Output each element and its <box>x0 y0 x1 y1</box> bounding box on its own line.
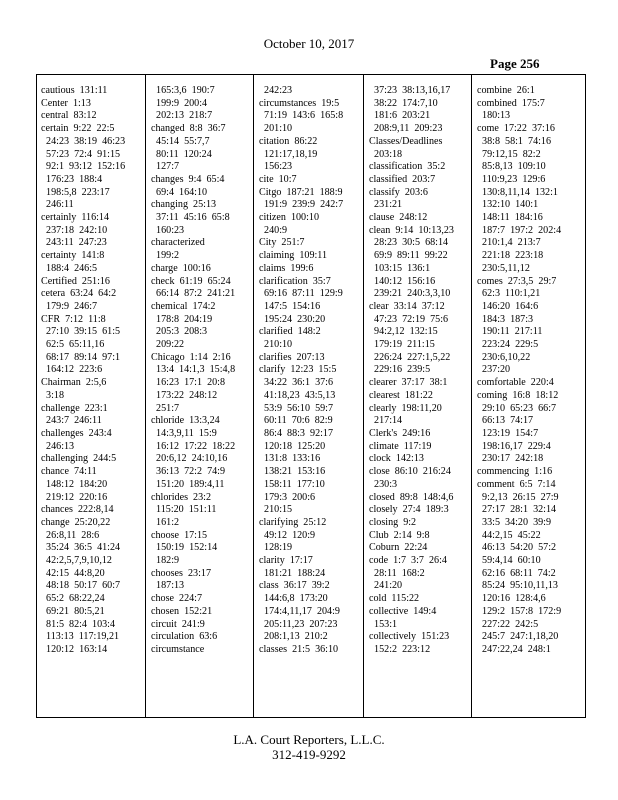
index-entry: 187:13 <box>151 580 185 592</box>
index-entry: 146:20 164:6 <box>477 300 539 312</box>
index-table <box>36 74 586 718</box>
index-entry: 184:3 187:3 <box>477 313 534 325</box>
index-entry: code 1:7 3:7 26:4 <box>369 555 447 567</box>
index-entry: 243:11 247:23 <box>41 237 107 249</box>
index-entry: 205:3 208:3 <box>151 326 208 338</box>
index-entry: 208:9,11 209:23 <box>369 123 443 135</box>
index-entry: 164:12 223:6 <box>41 364 103 376</box>
index-entry: collectively 151:23 <box>369 631 450 643</box>
index-entry: 191:9 239:9 242:7 <box>259 199 344 211</box>
index-entry: chooses 23:17 <box>151 567 211 579</box>
index-entry: cold 115:22 <box>369 593 420 605</box>
index-entry: 237:18 242:10 <box>41 224 108 236</box>
index-entry: 161:2 <box>151 516 180 528</box>
header-date: October 10, 2017 <box>263 36 355 51</box>
index-entry: 57:23 72:4 91:15 <box>41 148 121 160</box>
index-entry: 38:22 174:7,10 <box>369 97 438 109</box>
index-entry: comes 27:3,5 29:7 <box>477 275 557 287</box>
index-entry: clarify 12:23 15:5 <box>259 364 337 376</box>
index-entry: 199:9 200:4 <box>151 97 208 109</box>
index-entry: 188:4 246:5 <box>41 262 98 274</box>
index-entry: 132:10 140:1 <box>477 199 539 211</box>
index-entry: collective 149:4 <box>369 605 437 617</box>
index-entry: chemical 174:2 <box>151 300 216 312</box>
index-entry: clarifying 25:12 <box>259 516 327 528</box>
index-entry: 208:1,13 210:2 <box>259 631 328 643</box>
index-entry: 227:22 242:5 <box>477 618 539 630</box>
index-entry: 176:23 188:4 <box>41 173 103 185</box>
index-entry: 179:9 246:7 <box>41 300 98 312</box>
index-entry: 68:17 89:14 97:1 <box>41 351 121 363</box>
index-entry: combine 26:1 <box>477 85 535 96</box>
index-entry: 69:9 89:11 99:22 <box>369 250 448 262</box>
index-entry: clarification 35:7 <box>259 275 331 287</box>
index-entry: comment 6:5 7:14 <box>477 478 556 490</box>
index-entry: 148:12 184:20 <box>41 478 108 490</box>
index-entry: 129:2 157:8 172:9 <box>477 605 562 617</box>
index-entry: 121:17,18,19 <box>259 148 318 160</box>
index-entry: 178:8 204:19 <box>151 313 213 325</box>
index-entry: 46:13 54:20 57:2 <box>477 542 557 554</box>
index-entry: 242:23 <box>259 85 293 96</box>
index-entry: chloride 13:3,24 <box>151 415 220 427</box>
index-entry: Certified 251:16 <box>41 275 110 287</box>
footer-company: L.A. Court Reporters, L.L.C. <box>233 732 385 747</box>
index-entry: 199:2 <box>151 250 180 262</box>
index-entry: certain 9:22 22:5 <box>41 123 115 135</box>
page-number: Page 256 <box>490 56 540 71</box>
index-entry: 241:20 <box>369 580 403 592</box>
index-entry: 243:7 246:11 <box>41 415 102 427</box>
index-entry: 47:23 72:19 75:6 <box>369 313 449 325</box>
index-entry: 187:7 197:2 202:4 <box>477 224 562 236</box>
index-entry: 151:20 189:4,11 <box>151 478 225 490</box>
index-entry: 69:16 87:11 129:9 <box>259 288 343 300</box>
index-entry: challenge 223:1 <box>41 402 108 414</box>
index-entry: 237:20 <box>477 364 511 376</box>
index-entry: challenging 244:5 <box>41 453 117 465</box>
index-entry: 65:2 68:22,24 <box>41 593 105 605</box>
index-entry: 120:16 128:4,6 <box>477 593 546 605</box>
index-entry: 160:23 <box>151 224 185 236</box>
index-entry: clarifies 207:13 <box>259 351 325 363</box>
index-entry: 9:2,13 26:15 27:9 <box>477 491 559 503</box>
index-entry: 152:2 223:12 <box>369 643 431 655</box>
index-entry: 62:16 68:11 74:2 <box>477 567 556 579</box>
index-entry: changes 9:4 65:4 <box>151 173 225 185</box>
index-entry: 66:13 74:17 <box>477 415 534 427</box>
index-entry: 28:23 30:5 68:14 <box>369 237 449 249</box>
index-entry: 113:13 117:19,21 <box>41 631 120 643</box>
index-entry: 41:18,23 43:5,13 <box>259 389 336 401</box>
index-entry: coming 16:8 18:12 <box>477 389 559 401</box>
index-entry: 239:21 240:3,3,10 <box>369 288 451 300</box>
index-column-5 <box>477 85 579 711</box>
index-entry: 80:11 120:24 <box>151 148 212 160</box>
index-entry: 69:4 164:10 <box>151 186 208 198</box>
index-entry: 27:10 39:15 61:5 <box>41 326 121 338</box>
index-entry: Club 2:14 9:8 <box>369 529 430 541</box>
index-entry: 247:22,24 248:1 <box>477 643 551 655</box>
index-entry: 69:21 80:5,21 <box>41 605 105 617</box>
index-entry: challenges 243:4 <box>41 427 112 439</box>
index-entry: 85:8,13 109:10 <box>477 161 546 173</box>
index-entry: 44:2,15 45:22 <box>477 529 541 541</box>
index-entry: 62:5 65:11,16 <box>41 339 105 351</box>
index-entry: 195:24 230:20 <box>259 313 326 325</box>
index-entry: 128:19 <box>259 542 293 554</box>
index-entry: Coburn 22:24 <box>369 542 428 554</box>
index-entry: 66:14 87:2 241:21 <box>151 288 236 300</box>
index-entry: 210:10 <box>259 339 293 351</box>
index-entry: 240:9 <box>259 224 288 236</box>
index-entry: chance 74:11 <box>41 466 97 478</box>
index-entry: Chicago 1:14 2:16 <box>151 351 231 363</box>
index-entry: 150:19 152:14 <box>151 542 218 554</box>
index-entry: 29:10 65:23 66:7 <box>477 402 557 414</box>
index-entry: classification 35:2 <box>369 161 446 173</box>
index-entry: 210:15 <box>259 504 293 516</box>
index-entry: citation 86:22 <box>259 135 318 147</box>
index-entry: clearly 198:11,20 <box>369 402 442 414</box>
index-entry: 229:16 239:5 <box>369 364 431 376</box>
index-entry: clarified 148:2 <box>259 326 321 338</box>
index-entry: claiming 109:11 <box>259 250 328 262</box>
index-entry: change 25:20,22 <box>41 516 111 528</box>
index-entry: 198:16,17 229:4 <box>477 440 551 452</box>
index-entry: 147:5 154:16 <box>259 300 321 312</box>
index-entry: chances 222:8,14 <box>41 504 114 516</box>
index-entry: charge 100:16 <box>151 262 211 274</box>
index-entry: clarity 17:17 <box>259 555 313 567</box>
index-entry: 209:22 <box>151 339 185 351</box>
index-entry: 42:2,5,7,9,10,12 <box>41 555 112 567</box>
index-entry: certainly 116:14 <box>41 212 110 224</box>
footer-phone: 312-419-9292 <box>272 747 346 762</box>
column-divider <box>471 75 472 717</box>
index-entry: 230:6,10,22 <box>477 351 531 363</box>
index-entry: 26:8,11 28:6 <box>41 529 100 541</box>
index-entry: cautious 131:11 <box>41 85 108 96</box>
index-entry: 85:24 95:10,11,13 <box>477 580 558 592</box>
index-entry: Classes/Deadlines <box>369 135 443 147</box>
index-entry: 24:23 38:19 46:23 <box>41 135 126 147</box>
index-entry: cetera 63:24 64:2 <box>41 288 117 300</box>
index-entry: 144:6,8 173:20 <box>259 593 328 605</box>
index-entry: Chairman 2:5,6 <box>41 377 107 389</box>
index-entry: close 86:10 216:24 <box>369 466 451 478</box>
index-entry: 217:14 <box>369 415 403 427</box>
index-column-4 <box>369 85 471 711</box>
index-entry: Citgo 187:21 188:9 <box>259 186 343 198</box>
index-entry: 205:11,23 207:23 <box>259 618 338 630</box>
index-entry: classes 21:5 36:10 <box>259 643 339 655</box>
index-entry: clear 33:14 37:12 <box>369 300 445 312</box>
index-entry: claims 199:6 <box>259 262 314 274</box>
index-entry: 251:7 <box>151 402 180 414</box>
index-entry: 38:8 58:1 74:16 <box>477 135 552 147</box>
index-entry: 45:14 55:7,7 <box>151 135 210 147</box>
index-entry: 13:4 14:1,3 15:4,8 <box>151 364 236 376</box>
index-entry: 231:21 <box>369 199 403 211</box>
index-entry: 94:2,12 132:15 <box>369 326 438 338</box>
index-entry: closely 27:4 189:3 <box>369 504 449 516</box>
index-entry: City 251:7 <box>259 237 305 249</box>
index-entry: circulation 63:6 <box>151 631 218 643</box>
index-entry: 110:9,23 129:6 <box>477 173 546 185</box>
index-entry: 230:3 <box>369 478 398 490</box>
index-entry: classified 203:7 <box>369 173 436 185</box>
index-entry: 34:22 36:1 37:6 <box>259 377 334 389</box>
index-entry: characterized <box>151 237 205 249</box>
index-entry: 42:15 44:8,20 <box>41 567 105 579</box>
index-entry: 79:12,15 82:2 <box>477 148 541 160</box>
index-entry: 3:18 <box>41 389 64 401</box>
index-entry: certainty 141:8 <box>41 250 105 262</box>
index-entry: chose 224:7 <box>151 593 203 605</box>
index-entry: 179:19 211:15 <box>369 339 435 351</box>
index-entry: CFR 7:12 11:8 <box>41 313 106 325</box>
index-entry: 127:7 <box>151 161 180 173</box>
index-entry: 36:13 72:2 74:9 <box>151 466 226 478</box>
index-entry: 14:3,9,11 15:9 <box>151 427 217 439</box>
index-entry: 182:9 <box>151 555 180 567</box>
index-entry: climate 117:19 <box>369 440 432 452</box>
index-entry: check 61:19 65:24 <box>151 275 231 287</box>
index-entry: circumstance <box>151 643 205 655</box>
index-entry: 37:23 38:13,16,17 <box>369 85 451 96</box>
index-entry: 120:18 125:20 <box>259 440 326 452</box>
index-entry: closed 89:8 148:4,6 <box>369 491 454 503</box>
index-entry: 245:7 247:1,18,20 <box>477 631 559 643</box>
index-entry: combined 175:7 <box>477 97 545 109</box>
index-entry: 138:21 153:16 <box>259 466 326 478</box>
index-entry: 223:24 229:5 <box>477 339 539 351</box>
index-entry: classify 203:6 <box>369 186 428 198</box>
index-entry: 174:4,11,17 204:9 <box>259 605 340 617</box>
index-entry: Center 1:13 <box>41 97 91 109</box>
index-entry: 246:13 <box>41 440 75 452</box>
index-entry: 48:18 50:17 60:7 <box>41 580 121 592</box>
index-entry: 201:10 <box>259 123 293 135</box>
index-entry: changed 8:8 36:7 <box>151 123 226 135</box>
index-entry: changing 25:13 <box>151 199 217 211</box>
index-entry: choose 17:15 <box>151 529 208 541</box>
index-entry: 35:24 36:5 41:24 <box>41 542 121 554</box>
column-divider <box>253 75 254 717</box>
index-entry: citizen 100:10 <box>259 212 319 224</box>
index-entry: circuit 241:9 <box>151 618 205 630</box>
index-entry: chosen 152:21 <box>151 605 213 617</box>
column-divider <box>145 75 146 717</box>
index-entry: 60:11 70:6 82:9 <box>259 415 333 427</box>
index-entry: clearer 37:17 38:1 <box>369 377 448 389</box>
index-entry: closing 9:2 <box>369 516 417 528</box>
index-entry: commencing 1:16 <box>477 466 553 478</box>
index-entry: 71:19 143:6 165:8 <box>259 110 344 122</box>
index-entry: 49:12 120:9 <box>259 529 316 541</box>
index-entry: chlorides 23:2 <box>151 491 211 503</box>
index-entry: clause 248:12 <box>369 212 428 224</box>
index-entry: clean 9:14 10:13,23 <box>369 224 454 236</box>
index-entry: 221:18 223:18 <box>477 250 544 262</box>
index-entry: 202:13 218:7 <box>151 110 213 122</box>
index-entry: 103:15 136:1 <box>369 262 431 274</box>
index-entry: 59:4,14 60:10 <box>477 555 541 567</box>
index-entry: 181:6 203:21 <box>369 110 431 122</box>
index-entry: 33:5 34:20 39:9 <box>477 516 552 528</box>
index-entry: circumstances 19:5 <box>259 97 340 109</box>
index-entry: 181:21 188:24 <box>259 567 326 579</box>
index-entry: 131:8 133:16 <box>259 453 321 465</box>
index-entry: 219:12 220:16 <box>41 491 108 503</box>
index-entry: 28:11 168:2 <box>369 567 425 579</box>
index-entry: 153:1 <box>369 618 398 630</box>
index-entry: 27:17 28:1 32:14 <box>477 504 557 516</box>
index-entry: 37:11 45:16 65:8 <box>151 212 230 224</box>
index-entry: 16:12 17:22 18:22 <box>151 440 236 452</box>
index-entry: 230:17 242:18 <box>477 453 544 465</box>
index-column-3 <box>259 85 361 711</box>
index-entry: 180:13 <box>477 110 511 122</box>
index-entry: 20:6,12 24:10,16 <box>151 453 228 465</box>
index-entry: comfortable 220:4 <box>477 377 554 389</box>
index-entry: 246:11 <box>41 199 74 211</box>
index-entry: 86:4 88:3 92:17 <box>259 427 334 439</box>
index-column-2 <box>151 85 253 711</box>
index-entry: 92:1 93:12 152:16 <box>41 161 126 173</box>
index-entry: clock 142:13 <box>369 453 424 465</box>
index-entry: 226:24 227:1,5,22 <box>369 351 451 363</box>
index-entry: class 36:17 39:2 <box>259 580 330 592</box>
index-entry: 210:1,4 213:7 <box>477 237 541 249</box>
index-entry: clearest 181:22 <box>369 389 433 401</box>
index-entry: 190:11 217:11 <box>477 326 543 338</box>
index-entry: 173:22 248:12 <box>151 389 218 401</box>
index-entry: 81:5 82:4 103:4 <box>41 618 116 630</box>
index-entry: Clerk's 249:16 <box>369 427 431 439</box>
index-entry: 158:11 177:10 <box>259 478 325 490</box>
index-entry: cite 10:7 <box>259 173 297 185</box>
index-entry: 53:9 56:10 59:7 <box>259 402 334 414</box>
index-entry: 62:3 110:1,21 <box>477 288 541 300</box>
index-entry: 16:23 17:1 20:8 <box>151 377 226 389</box>
index-column-1 <box>41 85 143 711</box>
index-entry: 156:23 <box>259 161 293 173</box>
index-entry: 120:12 163:14 <box>41 643 108 655</box>
index-entry: 140:12 156:16 <box>369 275 436 287</box>
index-entry: 230:5,11,12 <box>477 262 530 274</box>
column-divider <box>363 75 364 717</box>
index-entry: 148:11 184:16 <box>477 212 543 224</box>
index-entry: 179:3 200:6 <box>259 491 316 503</box>
index-entry: come 17:22 37:16 <box>477 123 555 135</box>
index-entry: 130:8,11,14 132:1 <box>477 186 558 198</box>
index-entry: 115:20 151:11 <box>151 504 217 516</box>
index-entry: 123:19 154:7 <box>477 427 539 439</box>
index-entry: 203:18 <box>369 148 403 160</box>
index-entry: 165:3,6 190:7 <box>151 85 215 96</box>
index-entry: 198:5,8 223:17 <box>41 186 110 198</box>
index-entry: central 83:12 <box>41 110 97 122</box>
